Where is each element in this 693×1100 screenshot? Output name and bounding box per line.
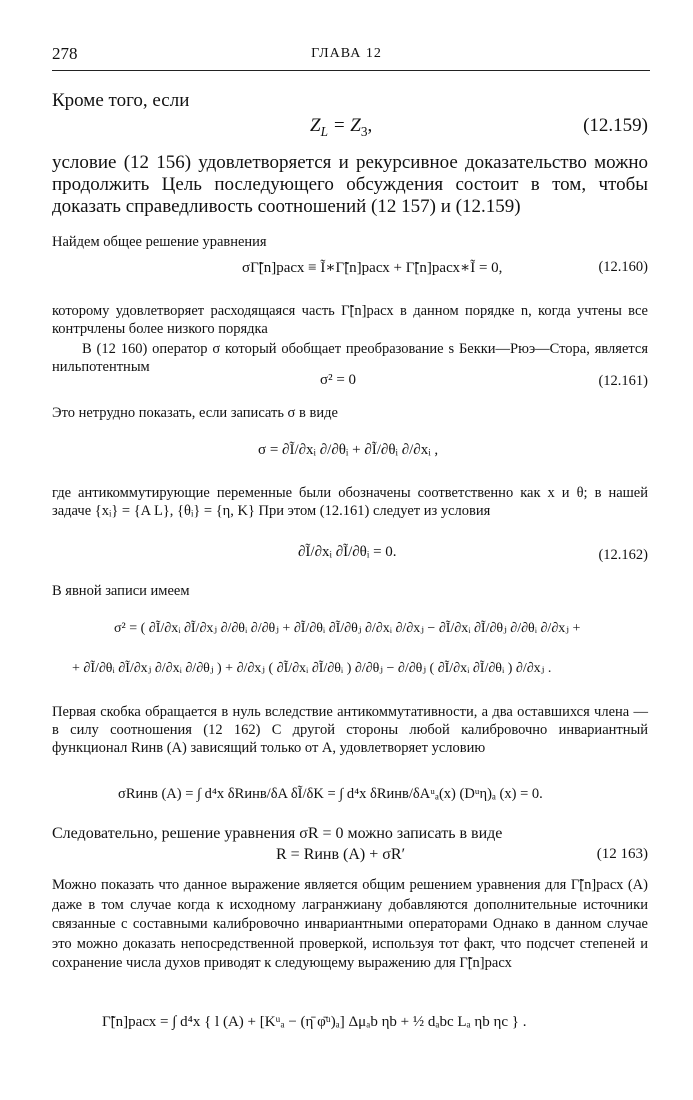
paragraph-divergent-part: которому удовлетворяет расходящаяся часть Γ̃[n]расх в данном порядке n, когда учтены все контрчлены более низкого порядка: [52, 303, 648, 337]
equation-sigma-squared-line2: [52, 654, 648, 690]
paragraph-consequently: Следовательно, решение уравнения σR = 0 можно записать в виде: [52, 825, 503, 842]
equation-body: σRинв (A) = ∫ d⁴x δRинв/δA δĨ/δK = ∫ d⁴x δRинв/δAᵘₐ(x) (Dᵘη)ₐ (x) = 0.: [118, 786, 543, 802]
running-header: ГЛАВА 12: [311, 46, 382, 61]
equation-number: (12.161): [598, 373, 648, 389]
paragraph-condition: условие (12 156) удовлетворяется и рекурсивное доказательство можно продолжить Цель последующего обсуждения состоит в том, чтобы доказать справедливость соотношений (12 157) и (12.159): [52, 152, 648, 217]
equation-number: (12.159): [583, 115, 648, 136]
equation-number: (12.160): [598, 259, 648, 275]
equation-12-159: [52, 115, 648, 145]
equation-body: $Z_L = Z_3$,: [310, 115, 373, 139]
equation-invariant-functional: [52, 778, 648, 818]
equation-sigma-form: [52, 436, 648, 476]
equation-number: (12.162): [598, 547, 648, 563]
equation-12-163: [52, 846, 648, 876]
paragraph-general-solution-proof: Можно показать что данное выражение является общим решением уравнения для Γ̃[n]расх (A) даже в том случае когда к исходному лагранжиану добавляются дополнительные источники связанные с составными калибровочно инвариантными операторами Однако в данном случае это можно доказать непосредственной проверкой, используя тот факт, что подсчет степеней и сохранение числа духов приводят к следующему выражению для Γ̃[n]расх: [52, 877, 648, 971]
equation-body: σΓ̃[n]расх ≡ Ĩ∗Γ̃[n]расх + Γ̃[n]расх∗Ĩ = 0,: [242, 260, 503, 276]
paragraph-anticommuting: где антикоммутирующие переменные были обозначены соответственно как x и θ; в нашей задаче {xᵢ} = {A L}, {θᵢ} = {η, K} При этом (12.161) следует из условия: [52, 485, 648, 519]
paragraph-intro: Кроме того, если: [52, 90, 190, 111]
paragraph-first-bracket: Первая скобка обращается в нуль вследствие антикоммутативности, а два оставшихся члена — в силу соотношения (12 162) С другой стороны любой калибровочно инвариантный функционал Rинв (A) зависящий только от A, удовлетворяет условию: [52, 704, 648, 756]
equation-body: σ² = ( ∂Ĩ/∂xᵢ ∂Ĩ/∂xⱼ ∂/∂θᵢ ∂/∂θⱼ + ∂Ĩ/∂θᵢ ∂Ĩ/∂θⱼ ∂/∂xᵢ ∂/∂xⱼ − ∂Ĩ/∂xᵢ ∂Ĩ/∂θⱼ ∂/∂θᵢ ∂/∂xⱼ +: [114, 621, 581, 636]
equation-sigma-squared-line1: [52, 614, 648, 650]
equation-number: (12 163): [596, 846, 648, 862]
page-number: 278: [52, 44, 78, 63]
equation-body: σ = ∂Ĩ/∂xᵢ ∂/∂θᵢ + ∂Ĩ/∂θᵢ ∂/∂xᵢ ,: [258, 442, 439, 458]
equation-body: + ∂Ĩ/∂θᵢ ∂Ĩ/∂xⱼ ∂/∂xᵢ ∂/∂θⱼ ) + ∂/∂xⱼ ( ∂Ĩ/∂xᵢ ∂Ĩ/∂θᵢ ) ∂/∂θⱼ − ∂/∂θⱼ ( ∂Ĩ/∂xᵢ ∂Ĩ/∂θᵢ ) ∂/∂xⱼ .: [72, 661, 552, 676]
equation-body: σ² = 0: [320, 372, 357, 388]
equation-body: ∂Ĩ/∂xᵢ ∂Ĩ/∂θᵢ = 0.: [298, 544, 397, 560]
equation-gamma-divergent: [52, 1004, 648, 1048]
paragraph-general-solution: Найдем общее решение уравнения: [52, 234, 267, 250]
header-rule: [52, 70, 650, 71]
paragraph-explicit: В явной записи имеем: [52, 583, 190, 599]
equation-body: Γ̃[n]расх = ∫ d⁴x { l (A) + [Kᵘₐ − (η̄ φ̄ᵘ)ₐ] Δμₐb ηb + ½ dₐbc Lₐ ηb ηc } .: [102, 1014, 527, 1030]
paragraph-operator-sigma: В (12 160) оператор σ который обобщает преобразование s Бекки—Рюэ—Стора, является нильпотентным: [52, 341, 648, 375]
equation-12-162: [52, 540, 648, 576]
paragraph-easy-show: Это нетрудно показать, если записать σ в виде: [52, 405, 338, 421]
equation-12-160: [52, 258, 648, 288]
equation-body: R = Rинв (A) + σR′: [276, 846, 406, 863]
equation-12-161: [52, 372, 648, 402]
